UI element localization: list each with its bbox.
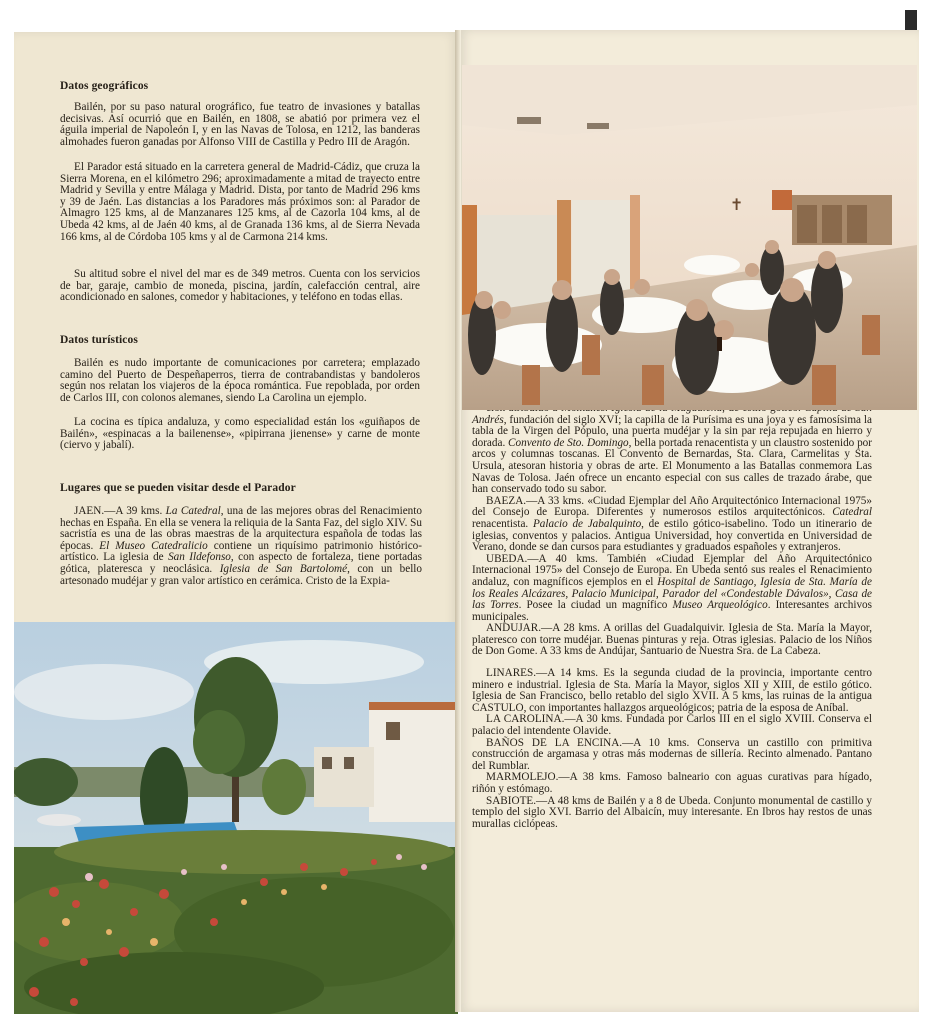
garden-pool-illustration (14, 622, 458, 1014)
tur-title: Datos turísticos (60, 334, 138, 346)
banos-entry: BAÑOS DE LA ENCINA.—A 10 kms. Conserva un castillo con primitiva construcción de argamasa y otras más modernas de sillería. Recinto almenado. Pantano del Rumblar. (472, 736, 872, 772)
baeza-entry: BAEZA.—A 33 kms. «Ciudad Ejemplar del Año Arquitectónico Internacional 1975» del Consejo de Europa. Diferentes y numerosos estilos arquitectónicos. Catedral renacentista. Palacio de Jabalquinto, de estilo gótico-isabelino. Todo un itinerario de iglesias, conventos y palacios. Antigua Universidad, hoy convertida en Universidad de Verano, donde se dan cursos para estudiantes y graduados españoles y extranjeros. (472, 494, 872, 554)
geo-paragraph-3: Su altitud sobre el nivel del mar es de 349 metros. Cuenta con los servicios de bar, garaje, cambio de moneda, piscina, jardín, calefacción central, aire acondicionado en salones, comedor y habitaciones, y teléfono en todas ellas. (60, 268, 420, 304)
page-fold (455, 30, 461, 1012)
svg-text:✝: ✝ (730, 195, 744, 214)
left-page (14, 32, 459, 1010)
sabiote-entry: SABIOTE.—A 48 kms de Bailén y a 8 de Ubeda. Conjunto monumental de castillo y templo del siglo XVI. Barrio del Albaicín, muy interesante. En Ibros hay restos de unas murallas ciclópeas. (472, 794, 872, 830)
lug-title: Lugares que se pueden visitar desde el Parador (60, 482, 296, 494)
andujar-entry: ANDUJAR.—A 28 kms. A orillas del Guadalquivir. Iglesia de Sta. María la Mayor, plateresco con torre mudéjar. Buenas pinturas y reja. Otras iglesias. Palacio de los Niños de Don Gome. A 33 kms de Andújar, Santuario de Nuestra Sra. de La Cabeza. (472, 622, 872, 658)
carolina-entry: LA CAROLINA.—A 30 kms. Fundada por Carlos III en el siglo XVIII. Conserva el palacio del intendente Olavide. (472, 713, 872, 738)
geo-title: Datos geográficos (60, 80, 149, 92)
linares-entry: LINARES.—A 14 kms. Es la segunda ciudad de la provincia, importante centro minero e industrial. Iglesia de Sta. María la Mayor, siglos XII y XIII, de estilo gótico. Iglesia de San Francisco, bello retablo del siglo XVII. A 5 kms, las ruinas de la antigua CASTULO, con importantes hallazgos arqueológicos; patria de la esposa de Aníbal. (472, 667, 872, 714)
brochure-spread (14, 30, 919, 1012)
garden-pool-photo (14, 622, 458, 1014)
tur-paragraph-1: Bailén es nudo importante de comunicaciones por carretera; emplazado camino del Puerto de Despeñaperros, tierra de contrabandistas y bandoleros según nos relatan los viajeros de la época romántica. Fue repoblada, por orden de Carlos III, con colonos alemanes, siendo La Carolina un ejemplo. (60, 357, 420, 404)
tur-paragraph-2: La cocina es típica andaluza, y como especialidad están los «guiñapos de Bailén», «espinacas a la bailenense», «pipirrana jienense» y carne de monte (ciervo y jabalí). (60, 416, 420, 452)
right-text-column (472, 403, 872, 830)
jaen-continuation: Andrés, fundación del siglo XVI; la capilla de la Purísima es una joya y es famosísima la tabla de la Virgen del Pópulo, una puerta mudéjar y la sin par reja repujada en hierro y dorada. Convento de Sto. Domingo, bella portada renacentista y un claustro sostenido por arcos y columnas toscanas. El Convento de Bernardas, Sta. Clara, Carmelitas y Sta. Ursula, atesoran historia y obras de arte. El Monumento a las Batallas conmemora Las Navas de Tolosa. Jaén ofrece un encanto especial con sus calles de trazado árabe, que han conservado todo su sabor. (472, 413, 872, 496)
jaen-entry: JAEN.—A 39 kms. La Catedral, una de las mejores obras del Renacimiento hechas en España. En ella se venera la reliquia de la Santa Faz, del siglo XIV. Su sacristía es una de las obras maestras de la arquitectura española de todas las épocas. El Museo Catedralicio contiene un riquísimo patrimonio histórico-artístico. La iglesia de San Ildefonso, con aspecto de fortaleza, tiene portadas gótica, plateresca y neoclásica. Iglesia de San Bartolomé, con un bello artesonado mudéjar y gran valor artístico en cerámica. Cristo de la Expia- (60, 505, 423, 587)
dining-room-illustration (462, 65, 917, 410)
dining-room-photo (462, 65, 917, 410)
geo-paragraph-2: El Parador está situado en la carretera general de Madrid-Cádiz, que cruza la Sierra Morena, en el kilómetro 296; aproximadamente a mitad de trayecto entre Madrid y Sevilla y entre Málaga y Madrid. Dista, por tanto de Madrid 296 kms y 39 de Jaén. Las distancias a los Paradores más próximos son: al Parador de Almagro 125 kms, al de Manzanares 125 kms, al de Cazorla 104 kms, al de Ubeda 42 kms, al de Jaén 40 kms, al de Granada 136 kms, al de Sierra Nevada 166 kms, al de Córdoba 105 kms y al de Carmona 214 kms. (60, 161, 420, 243)
geo-paragraph-1: Bailén, por su paso natural orográfico, fue teatro de invasiones y batallas decisivas. Así ocurrió que en Bailén, en 1808, se abatió por primera vez el águila imperial de Napoleón I, y en las Navas de Tolosa, en 1212, las banderas almohades fueron ganadas por Alfonso VIII de Castilla y Pedro III de Aragón. (60, 101, 420, 148)
marmolejo-entry: MARMOLEJO.—A 38 kms. Famoso balneario con aguas curativas para hígado, riñón y estómago. (472, 771, 872, 795)
ubeda-entry: UBEDA.—A 40 kms. También «Ciudad Ejemplar del Año Arquitectónico Internacional 1975» del Consejo de Europa. En Ubeda sentó sus reales el Renacimiento andaluz, con magníficos ejemplos en el Hospital de Santiago, Iglesia de Sta. María de los Reales Alcázares, Palacio Municipal, Parador del «Condestable Dávalos», Casa de las Torres. Posee la ciudad un magnífico Museo Arqueológico. Interesantes archivos municipales. (472, 552, 872, 623)
